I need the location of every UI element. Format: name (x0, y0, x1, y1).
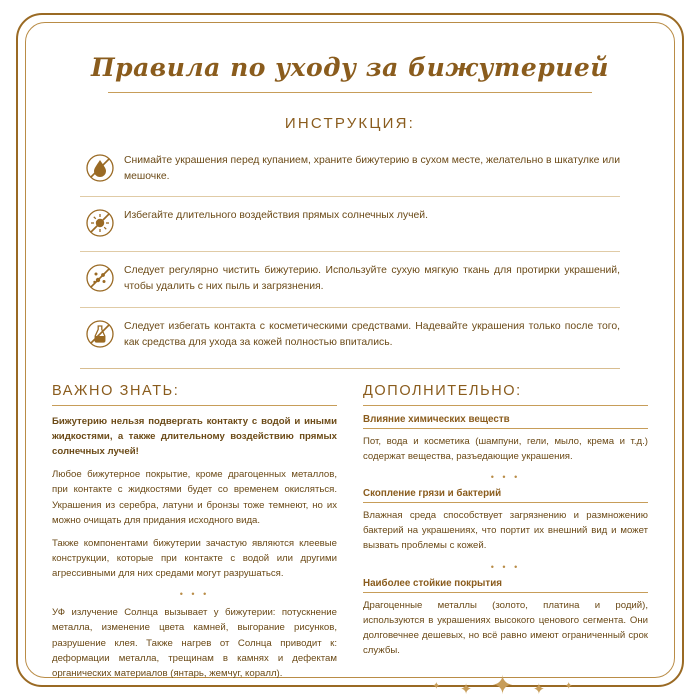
left-column-heading: ВАЖНО ЗНАТЬ: (52, 382, 180, 399)
left-column-divider (52, 405, 337, 406)
list-item (80, 142, 620, 197)
star-icon: ✦ (532, 681, 552, 699)
left-column (52, 383, 337, 698)
no-cosmetics-icon (80, 317, 120, 351)
block-text: Пот, вода и косметика (шампуни, гели, мыло, крема и т.д.) содержат вещества, разъедающие украшения. (363, 435, 648, 462)
list-item-text: Следует регулярно чистить бижутерию. Используйте сухую мягкую ткань для протирки украшений, чтобы удалить с них пыль и загрязнения. (124, 265, 620, 293)
list-item (80, 252, 620, 307)
right-column-heading: ДОПОЛНИТЕЛЬНО: (363, 382, 522, 399)
decorative-stars (363, 672, 648, 698)
block-text: Драгоценные металлы (золото, платина и родий), используются в украшениях высокого ценового сегмента. Они долговечнее дешевых, но всё равно имеют ограниченный срок службы. (363, 599, 648, 656)
right-column-block (363, 414, 648, 464)
right-column-dots: • • • (490, 561, 521, 572)
no-sun-icon (80, 206, 120, 240)
block-divider (363, 592, 648, 593)
section-divider (80, 368, 620, 369)
left-column-lead: Бижутерию нельзя подвергать контакту с водой и иными жидкостями, а также длительному воздействию прямых солнечных лучей! (52, 415, 337, 458)
left-column-paragraph: Любое бижутерное покрытие, кроме драгоценных металлов, при контакте с жидкостями будет со временем окисляться. Украшения из серебра, латуни и бронзы тоже темнеют, но их можно очищать для придания исходного вида. (52, 469, 337, 526)
left-column-paragraph: Также компонентами бижутерии зачастую являются клеевые конструкции, которые при контакте с водой или другими агрессивными для них средами могут разрушаться. (52, 537, 337, 580)
right-column-block (363, 488, 648, 553)
instruction-list (80, 142, 620, 362)
care-instructions-card (16, 13, 684, 700)
no-dust-icon (80, 261, 120, 295)
card-content (44, 31, 656, 700)
list-item-text: Снимайте украшения перед купанием, храните бижутерию в сухом месте, желательно в шкатулке или мешочке. (124, 155, 620, 183)
list-item-text: Следует избегать контакта с косметическими средствами. Надевайте украшения только после того, как средства для ухода за кожей полностью впитались. (124, 320, 620, 348)
block-subheading: Наиболее стойкие покрытия (363, 577, 502, 589)
page-title: Правила по уходу за бижутерией (90, 53, 609, 82)
block-divider (363, 428, 648, 429)
right-column (363, 383, 648, 698)
star-icon: ✦ (432, 681, 447, 693)
detail-columns (44, 383, 656, 698)
instruction-heading: ИНСТРУКЦИЯ: (284, 115, 416, 132)
block-subheading: Скопление грязи и бактерий (363, 488, 502, 500)
left-column-dots: • • • (179, 589, 210, 600)
no-water-drop-icon (80, 151, 120, 185)
left-column-closing: УФ излучение Солнца вызывает у бижутерии: потускнение металла, изменение цвета камней, выгорание рисунков, разрушение клея. Также нагрев от Солнца приводит к: деформации металла, трещинам в камнях и дефектам органических материалов (янтарь, жемчуг, коралл). (52, 607, 337, 679)
title-divider (108, 92, 592, 93)
star-icon: ✦ (459, 681, 479, 699)
list-item-text: Избегайте длительного воздействия прямых солнечных лучей. (124, 210, 428, 222)
list-item (80, 308, 620, 362)
block-subheading: Влияние химических веществ (363, 413, 510, 425)
right-column-divider (363, 405, 648, 406)
block-text: Влажная среда способствует загрязнению и размножению бактерий на украшениях, что портит их внешний вид и может вызвать проблемы с кожей. (363, 510, 648, 552)
right-column-dots: • • • (490, 472, 521, 483)
list-item (80, 197, 620, 252)
block-divider (363, 502, 648, 503)
star-icon: ✦ (491, 670, 520, 700)
star-icon: ✦ (564, 681, 579, 693)
right-column-block (363, 578, 648, 659)
